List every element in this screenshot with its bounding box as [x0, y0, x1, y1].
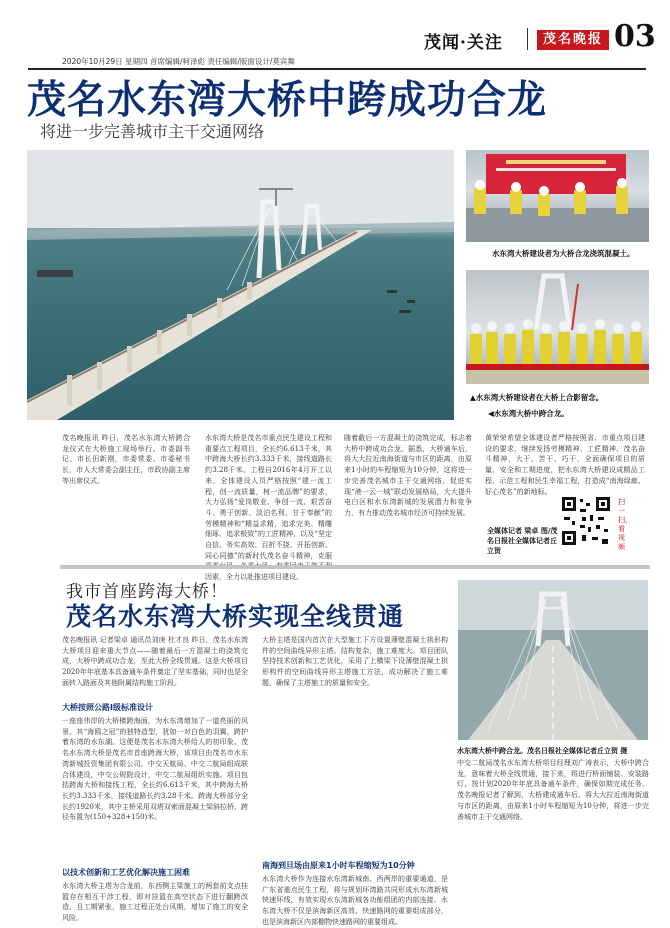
- bridge-deck-photo: [458, 580, 648, 740]
- header-rule: [28, 68, 646, 70]
- ceremony-caption: 水东湾大桥建设者为大桥合龙浇筑混凝土。: [492, 249, 635, 258]
- date-line: 2020年10月29日 星期四 首席编辑/柯泽彪 责任编辑/版面设计/莫宾舞: [62, 57, 295, 66]
- lead-credit: 全媒体记者 梁卓 图/茂名日报社全媒体记者丘立贺: [487, 527, 558, 555]
- page-number: 03: [614, 19, 656, 54]
- second-body-4: 水东湾大桥作为连接水东湾新城南、西两岸的重要通道，是广东省重点民生工程，将与规划环湾路共同形成水东湾新城快速环线，有效实现水东湾新城各功能组团的内部连接。水东湾大桥不仅是滨海新区高效、快速路网的重要组成部分，也是滨海新区内部棚物快速路网的重要组成。: [262, 875, 448, 926]
- second-body-1: 一座座伟岸的大桥横跨海面，为水东湾增加了一道亮丽的风景。其“海鸥之冠”的独特造型，犹如一对白色的羽翼，跨护着东湾的水东湖。这便是茂名水东湾大桥给人的初印象。茂名水东湾大桥是茂名市首座跨海大桥，该项目由茂名市水东湾新城投资集团有限公司、中交天航局、中交二航局组成联合体建设，中交公规院设计，中交二航局组织实施。项目包括跨海大桥和接线工程，全长约6.613千米，其中跨海大桥长约3.333千米，接线道路长约3.28千米。跨海大桥部分全长约1920米，其中主桥采用双塔双索面混凝土梁斜拉桥，跨径布置为(150+328+150)米。: [62, 717, 248, 822]
- section-divider: [60, 565, 650, 569]
- subhead-innovation: 以技术创新和工艺优化解决施工困难: [62, 868, 190, 877]
- lead-body-column-4: 黄荣荣希望全体建设者严格按照省、市重点项目建设的要求，继续发扬劳模精神、工匠精神、茂名奋斗精神，大干、苦干、巧干，全面确保项目的质量、安全和工期进度，把水东湾大桥建设成精品工程、示范工程和民生幸福工程，打造成“南海绿廊、好心茂名”的新地标。: [485, 434, 645, 496]
- deck-photo-caption: 水东湾大桥中跨合龙。茂名日报社全媒体记者丘立贺 摄: [457, 747, 628, 755]
- ceremony-photo: [466, 150, 649, 242]
- qr-code[interactable]: [560, 495, 612, 547]
- second-body-2: 水东湾大桥主塔为合龙前，东西侧主梁施工的两套前支点挂篮存在相互干涉工程，即对挂篮在高空状态下进行翻跨改造，且工期紧张，施工过程正处台风期，增加了施工的安全风险。: [62, 882, 248, 923]
- section-label: 茂闻·关注: [424, 33, 503, 53]
- qr-instruction: 扫一扫，看视频: [618, 498, 632, 551]
- workers-group-photo: [466, 270, 649, 384]
- header-divider: [527, 28, 528, 50]
- lead-body-column-1: 茂名晚报讯 昨日，茂名水东湾大桥跨合龙仪式在大桥施工现场举行。市委副书记、市长田新刚，市委常委、市委秘书长，市人大常委会副主任，市政协副主席等出席仪式。: [62, 434, 190, 485]
- second-headline: 茂名水东湾大桥实现全线贯通: [66, 602, 405, 631]
- subhead-design-standard: 大桥按照公路Ⅰ级标准设计: [62, 703, 153, 712]
- lead-subheadline: 将进一步完善城市主干交通网络: [40, 122, 265, 141]
- bridge-aerial-photo: [27, 150, 454, 420]
- lead-body-column-2: 水东湾大桥是茂名市重点民生建设工程和重要点工程项目，全长约6.613千米，其中跨海大桥长约3.333千米，接线道路长约3.28千米。工程自2016年4月开工以来，全体建设人员严格按照“建一流工程，创一流质量，树一流品牌”的要求，大力弘扬“爱岗敬业、争创一流、艰苦奋斗、勇于创新、淡泊名利、甘于奉献”的劳模精神和“精益求精，追求完美、精雕细琢、追求极致”的工匠精神，以及“坚定自信、务实高效、百折不挠、开拓创新、同心同德”的新时代茂名奋斗精神，克服 因素，全力以赴推进项目建设。: [205, 434, 332, 582]
- subhead-travel-time: 南海到旦场由原来1小时车程缩短为10分钟: [262, 861, 415, 870]
- workers-caption: ▲水东湾大桥建设者在大桥上合影留念。: [470, 393, 604, 402]
- masthead-logo: 茂名晚报: [537, 30, 609, 50]
- second-body-3: 大桥主塔是国内首次在大型施工下方设置薄壁混凝土拱形构件的空间曲线异形主塔。结构复杂，施工难度大。项目团队坚持技术创新和工艺优化，采用了上横梁下设薄壁混凝土拱形构件的空间曲线异形主塔施工方法，成功解决了施工难题，确保了主塔施工的质量和安全。: [262, 636, 448, 687]
- second-body-5: 中交二航局茂名水东湾大桥项目经理刘广涛表示，大桥中跨合龙，意味着大桥全线贯通，接下来，将进行桥面铺装、安装路灯，按计划2020年年底具备通车条件，确保如期完成任务。茂名晚报记者了解到，大桥建成通车后，将大大拉近南海街道与市区的距离，由原来1小时车程缩短为10分钟，将进一步完善城市主干交通网络。: [457, 759, 649, 821]
- second-kicker: 我市首座跨海大桥！: [66, 582, 228, 602]
- lead-body-column-3: 随着截后一方混凝土的浇筑完成，标志着大桥中跨成功合龙。据悉，大桥通车后，将大大拉近南海街道与市区的距离，由原来1小时的车程缩短为10分钟，这将进一步完善茂名城市主干交通网络，促进实现“港一云一城”联动发展格局，大大提升电白区和水东湾新城的发展潜力和竞争力，有力推动茂名城市经济可持续发展。: [344, 434, 472, 517]
- lead-headline: 茂名水东湾大桥中跨成功合龙: [27, 77, 548, 123]
- second-intro: 茂名晚报讯 记者梁卓 通讯员刘庚 杜才良 昨日，茂名水东湾大桥项目迎来重大节点——随着最后一方混凝土的浇筑完成，大桥中跨成功合龙，至此大桥全线贯通。这是大桥项目2020年年底基本具备通车条件奠定了坚实基础，同时也是全面转入路面及其他附属结构施工阶段。: [62, 636, 248, 687]
- midspan-caption: ◀水东湾大桥中跨合龙。: [488, 409, 569, 418]
